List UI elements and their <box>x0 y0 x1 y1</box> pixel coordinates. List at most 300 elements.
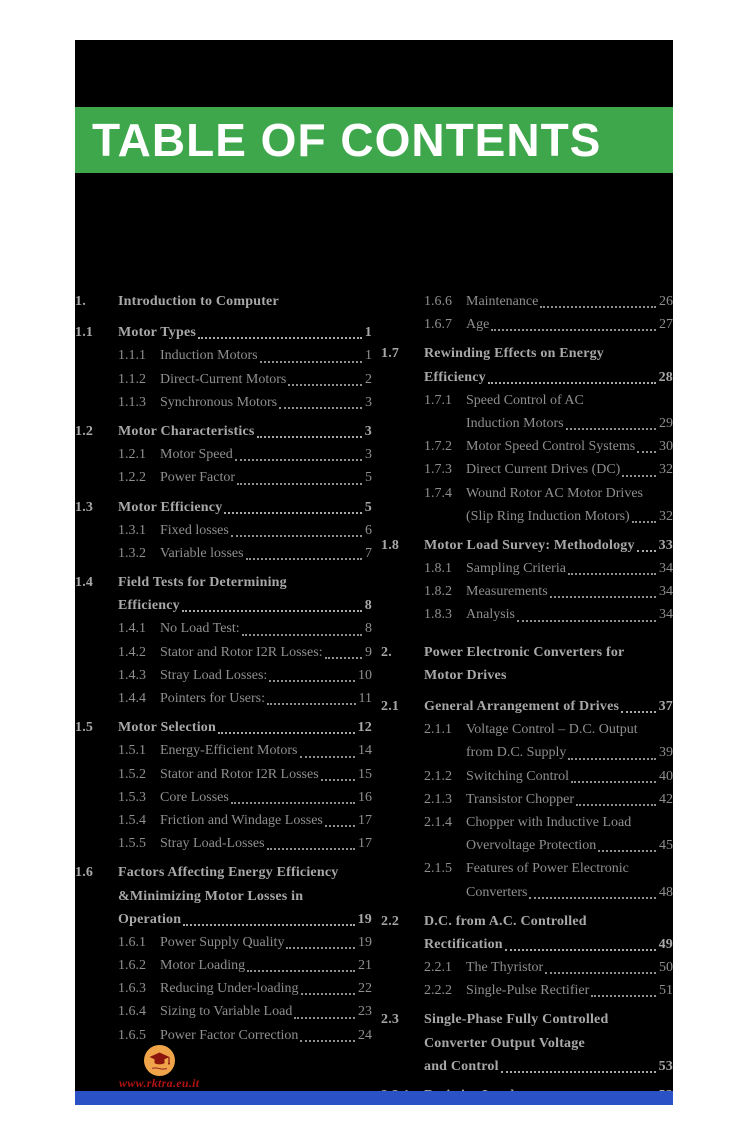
toc-entry-title[interactable]: Rewinding Effects on Energy <box>424 346 605 362</box>
toc-entry-line <box>75 739 372 762</box>
dot-leader <box>288 384 362 386</box>
toc-entry-line <box>75 687 372 710</box>
toc-page-number: 1 <box>364 325 372 341</box>
toc-page-number: 8 <box>365 621 372 637</box>
toc-entry <box>75 739 372 762</box>
toc-entry-title[interactable]: Speed Control of AC <box>466 392 584 408</box>
toc-entry <box>75 466 372 489</box>
toc-entry-number: 1.6.6 <box>424 294 452 309</box>
toc-entry-title[interactable]: Direct-Current Motors <box>160 371 287 387</box>
toc-entry-line <box>75 443 372 466</box>
toc-content <box>75 290 673 1107</box>
toc-entry-title[interactable]: Induction Motors <box>160 348 258 364</box>
toc-page-number: 48 <box>659 884 673 900</box>
toc-entry-line <box>381 695 673 718</box>
toc-entry <box>75 344 372 367</box>
toc-page-number: 40 <box>659 768 673 784</box>
toc-entry-line <box>381 641 673 664</box>
toc-entry-title[interactable]: Energy-Efficient Motors <box>160 743 298 759</box>
dot-leader <box>231 535 362 537</box>
toc-entry <box>381 788 673 811</box>
toc-page-number: 49 <box>658 936 673 952</box>
toc-entry-line <box>75 786 372 809</box>
toc-entry <box>381 290 673 313</box>
toc-page-number: 34 <box>659 584 673 600</box>
toc-entry-title[interactable]: Introduction to Computer <box>118 294 279 309</box>
dot-leader <box>632 521 656 523</box>
toc-page-number: 12 <box>357 720 372 736</box>
toc-entry-number: 1.7.4 <box>424 485 452 501</box>
toc-entry <box>381 313 673 336</box>
toc-entry-number: 1.2.1 <box>118 447 146 463</box>
toc-entry-line <box>75 571 372 594</box>
toc-page-number: 1 <box>365 348 372 364</box>
toc-column-right <box>381 290 673 1107</box>
toc-entry-number: 1.5.1 <box>118 743 146 759</box>
toc-entry-line <box>381 389 673 412</box>
toc-entry-line <box>381 979 673 1002</box>
toc-entry-number: 1.5 <box>75 720 94 736</box>
toc-entry-title[interactable]: Motor Speed <box>160 447 233 463</box>
toc-entry-line <box>381 765 673 788</box>
toc-entry-number: 1.3.2 <box>118 545 146 561</box>
toc-entry-number: 1.2 <box>75 423 94 439</box>
toc-entry-number: 1.4.4 <box>118 691 146 706</box>
toc-page-number: 23 <box>358 1004 372 1020</box>
dot-leader <box>568 758 656 760</box>
toc-page-number: 34 <box>659 561 673 577</box>
dot-leader <box>301 993 355 995</box>
toc-page-number: 2 <box>365 371 372 387</box>
dot-leader <box>218 732 355 734</box>
dot-leader <box>260 361 362 363</box>
toc-entry-number: 1.8.3 <box>424 607 452 623</box>
toc-entry-number: 1.5.5 <box>118 836 146 852</box>
toc-page-number: 33 <box>658 537 673 553</box>
toc-entry-line <box>75 466 372 489</box>
toc-entry <box>75 954 372 977</box>
website-link[interactable]: www.rktra.eu.it <box>119 1076 200 1090</box>
toc-entry-line <box>75 290 372 313</box>
toc-page-number: 14 <box>358 743 372 759</box>
toc-entry-line <box>75 321 372 344</box>
toc-entry-title[interactable]: Converters <box>466 884 528 900</box>
toc-entry-line <box>381 505 673 528</box>
toc-entry-number: 2.1 <box>381 699 400 714</box>
toc-entry-title[interactable]: Operation <box>118 911 182 927</box>
toc-entry-line <box>381 412 673 435</box>
toc-entry <box>381 534 673 557</box>
toc-entry-title[interactable]: &Minimizing Motor Losses in <box>118 888 304 904</box>
toc-entry-number: 1.6.1 <box>118 934 146 950</box>
toc-entry-line <box>381 603 673 626</box>
toc-entry <box>75 420 372 443</box>
toc-page-number: 42 <box>659 791 673 807</box>
toc-entry-title[interactable]: Rectification <box>424 936 503 952</box>
dot-leader <box>267 848 355 850</box>
toc-entry-title[interactable]: Single-Phase Fully Controlled <box>424 1012 609 1028</box>
dot-leader <box>491 329 656 331</box>
toc-entry-number: 2.1.5 <box>424 861 452 877</box>
toc-entry <box>75 977 372 1000</box>
toc-page-number: 50 <box>659 960 673 976</box>
toc-page-number: 19 <box>358 934 372 950</box>
toc-entry-title[interactable]: Motor Types <box>118 325 197 341</box>
dot-leader <box>224 512 361 514</box>
toc-entry-line <box>75 977 372 1000</box>
toc-entry-number: 2. <box>381 644 392 660</box>
toc-entry-title[interactable]: Core Losses <box>160 789 229 805</box>
dot-leader <box>621 711 655 713</box>
toc-entry-title[interactable]: Motor Loading <box>160 958 246 974</box>
toc-entry <box>381 765 673 788</box>
toc-page-number: 24 <box>358 1027 372 1043</box>
dot-leader <box>231 802 355 804</box>
toc-entry-number: 2.2.2 <box>424 983 452 999</box>
toc-entry-line <box>75 908 372 931</box>
toc-entry-number: 1.3 <box>75 499 94 515</box>
toc-entry-title[interactable]: Switching Control <box>466 768 570 784</box>
toc-entry-title[interactable]: Factors Affecting Energy Efficiency <box>118 865 339 881</box>
dot-leader <box>235 459 362 461</box>
toc-entry-title[interactable]: Stator and Rotor I2R Losses <box>160 766 319 782</box>
toc-page-number: 11 <box>358 691 372 706</box>
toc-entry <box>381 979 673 1002</box>
toc-entry-line <box>381 342 673 365</box>
toc-entry-line <box>75 641 372 664</box>
dot-leader <box>267 703 356 705</box>
toc-page-number: 32 <box>659 508 673 524</box>
toc-entry-title[interactable]: The Thyristor <box>466 960 544 976</box>
toc-entry-line <box>75 861 372 884</box>
toc-entry-number: 1.4 <box>75 575 94 591</box>
dot-leader <box>637 550 656 552</box>
toc-entry-number: 1.4.2 <box>118 644 146 660</box>
toc-entry-line <box>381 811 673 834</box>
toc-entry-line <box>381 557 673 580</box>
toc-entry-line <box>381 366 673 389</box>
toc-page-number: 30 <box>659 439 673 455</box>
toc-page-number: 7 <box>365 545 372 561</box>
toc-entry-title[interactable]: Friction and Windage Losses <box>160 812 323 828</box>
toc-entry-title[interactable]: and Control <box>424 1058 499 1074</box>
toc-entry-line <box>75 763 372 786</box>
toc-entry <box>75 542 372 565</box>
dot-leader <box>246 558 362 560</box>
toc-page-number: 10 <box>358 667 372 683</box>
toc-page-number: 26 <box>659 294 673 309</box>
toc-entry-title[interactable]: Motor Load Survey: Methodology <box>424 537 635 553</box>
toc-entry-number: 1.6.3 <box>118 981 146 997</box>
toc-column-left <box>75 290 372 1107</box>
toc-entry-line <box>75 1000 372 1023</box>
toc-entry-line <box>75 542 372 565</box>
toc-entry-title[interactable]: Sampling Criteria <box>466 561 566 577</box>
toc-entry <box>381 458 673 481</box>
toc-entry-line <box>381 788 673 811</box>
toc-entry-number: 1.2.2 <box>118 470 146 486</box>
toc-entry-line <box>75 594 372 617</box>
toc-entry <box>75 716 372 739</box>
toc-entry-title[interactable]: Variable losses <box>160 545 244 561</box>
toc-entry-title[interactable]: Pointers for Users: <box>160 691 265 706</box>
dot-leader <box>286 947 355 949</box>
toc-entry-line <box>381 718 673 741</box>
toc-entry-title[interactable]: Motor Drives <box>424 667 507 683</box>
dot-leader <box>568 573 656 575</box>
toc-entry-number: 2.2 <box>381 913 400 929</box>
toc-entry-title[interactable]: Reducing Under-loading <box>160 981 299 997</box>
toc-entry-title[interactable]: Motor Speed Control Systems <box>466 439 636 455</box>
toc-entry-line <box>381 933 673 956</box>
dot-leader <box>237 483 362 485</box>
toc-entry-line <box>75 420 372 443</box>
toc-entry-title[interactable]: Induction Motors <box>466 415 564 431</box>
dot-leader <box>529 897 656 899</box>
toc-entry-number: 1.3.1 <box>118 522 146 538</box>
toc-entry-title[interactable]: Motor Characteristics <box>118 423 255 439</box>
toc-entry-number: 1.6.7 <box>424 317 452 333</box>
toc-page-number: 5 <box>365 470 372 486</box>
toc-entry-number: 1.1.3 <box>118 394 146 410</box>
dot-leader <box>598 850 656 852</box>
toc-entry <box>381 557 673 580</box>
toc-entry <box>75 687 372 710</box>
toc-entry <box>75 368 372 391</box>
toc-entry <box>75 641 372 664</box>
toc-entry <box>381 435 673 458</box>
toc-entry-number: 1.7.3 <box>424 462 452 478</box>
toc-entry-title[interactable]: Single-Pulse Rectifier <box>466 983 590 999</box>
toc-page-number: 37 <box>658 699 673 714</box>
toc-entry-number: 1. <box>75 294 86 309</box>
dot-leader <box>300 756 355 758</box>
toc-entry-title[interactable]: Direct Current Drives (DC) <box>466 462 621 478</box>
toc-entry-title[interactable]: Efficiency <box>118 598 180 614</box>
toc-entry-line <box>381 458 673 481</box>
toc-entry-line <box>75 617 372 640</box>
toc-page-number: 3 <box>365 394 372 410</box>
toc-entry-line <box>75 664 372 687</box>
toc-entry-line <box>381 1055 673 1078</box>
toc-entry-number: 1.5.4 <box>118 812 146 828</box>
toc-entry <box>381 389 673 435</box>
toc-entry-title[interactable]: Measurements <box>466 584 548 600</box>
toc-page-number: 27 <box>659 317 673 333</box>
toc-entry-title[interactable]: Stray Load Losses: <box>160 667 268 683</box>
toc-entry-title[interactable]: No Load Test: <box>160 621 240 637</box>
toc-entry-number: 1.4.3 <box>118 667 146 683</box>
toc-page-number: 28 <box>658 369 673 385</box>
toc-entry-title[interactable]: Stray Load-Losses <box>160 836 265 852</box>
toc-entry-line <box>381 834 673 857</box>
page-title: TABLE OF CONTENTS <box>92 114 602 166</box>
toc-entry <box>75 786 372 809</box>
toc-entry-title[interactable]: Motor Selection <box>118 720 216 736</box>
toc-entry <box>75 763 372 786</box>
dot-leader <box>269 680 355 682</box>
toc-entry-title[interactable]: Stator and Rotor I2R Losses: <box>160 644 323 660</box>
toc-entry-number: 1.7.1 <box>424 392 452 408</box>
toc-page-number: 9 <box>365 644 372 660</box>
toc-entry-title[interactable]: Synchronous Motors <box>160 394 278 410</box>
toc-entry-number: 1.6 <box>75 865 94 881</box>
graduation-cap-icon <box>144 1045 175 1076</box>
toc-page-number: 8 <box>364 598 372 614</box>
toc-entry-title[interactable]: Overvoltage Protection <box>466 838 597 854</box>
publisher-logo <box>144 1045 175 1076</box>
toc-entry-line <box>75 954 372 977</box>
toc-entry-line <box>381 534 673 557</box>
toc-entry-line <box>75 885 372 908</box>
toc-page-number: 21 <box>358 958 372 974</box>
toc-entry-line <box>381 857 673 880</box>
toc-entry-number: 1.1 <box>75 325 94 341</box>
dot-leader <box>183 924 354 926</box>
dot-leader <box>566 428 656 430</box>
toc-entry-title[interactable]: Power Factor <box>160 470 236 486</box>
toc-page-number: 16 <box>358 789 372 805</box>
dot-leader <box>294 1017 355 1019</box>
toc-entry-line <box>381 1032 673 1055</box>
toc-entry-title[interactable]: Motor Efficiency <box>118 499 223 515</box>
toc-entry <box>381 482 673 528</box>
toc-page-number: 19 <box>357 911 372 927</box>
toc-entry-title[interactable]: Features of Power Electronic <box>466 861 629 877</box>
toc-entry-line <box>75 519 372 542</box>
toc-entry-line <box>75 716 372 739</box>
toc-entry-number: 1.8.2 <box>424 584 452 600</box>
toc-entry-line <box>381 482 673 505</box>
toc-entry-title[interactable]: Transistor Chopper <box>466 791 574 807</box>
toc-page-number: 39 <box>659 745 673 761</box>
toc-entry-title[interactable]: Age <box>466 317 490 333</box>
toc-entry-title[interactable]: Power Factor Correction <box>160 1027 299 1043</box>
toc-entry-title[interactable]: Wound Rotor AC Motor Drives <box>466 485 643 501</box>
toc-entry-title[interactable]: Efficiency <box>424 369 486 385</box>
toc-entry <box>75 290 372 313</box>
dot-leader <box>198 337 362 339</box>
toc-entry-line <box>381 881 673 904</box>
toc-entry-number: 1.5.2 <box>118 766 146 782</box>
dot-leader <box>591 995 656 997</box>
toc-entry <box>75 1024 372 1047</box>
toc-entry-line <box>381 313 673 336</box>
toc-entry-title[interactable]: Chopper with Inductive Load <box>466 814 632 830</box>
toc-page-number: 5 <box>364 499 372 515</box>
toc-entry-title[interactable]: Maintenance <box>466 294 539 309</box>
toc-entry-line <box>381 580 673 603</box>
toc-page-number: 29 <box>659 415 673 431</box>
toc-entry-number: 1.6.5 <box>118 1027 146 1043</box>
toc-entry <box>75 617 372 640</box>
toc-entry-title[interactable]: General Arrangement of Drives <box>424 699 620 714</box>
toc-entry <box>381 910 673 956</box>
toc-page-number: 32 <box>659 462 673 478</box>
toc-entry-number: 1.7.2 <box>424 439 452 455</box>
toc-entry-title[interactable]: Power Electronic Converters for <box>424 644 625 660</box>
toc-page-number: 22 <box>358 981 372 997</box>
toc-page-number: 3 <box>364 423 372 439</box>
toc-entry <box>75 861 372 931</box>
dot-leader <box>576 804 656 806</box>
toc-entry-line <box>381 910 673 933</box>
dot-leader <box>279 407 362 409</box>
toc-entry-title[interactable]: Analysis <box>466 607 515 623</box>
dot-leader <box>545 972 656 974</box>
dot-leader <box>571 781 656 783</box>
toc-entry-line <box>75 809 372 832</box>
toc-entry <box>381 695 673 718</box>
toc-page-number: 17 <box>358 812 372 828</box>
dot-leader <box>257 436 362 438</box>
toc-entry <box>75 1000 372 1023</box>
toc-entry-number: 1.4.1 <box>118 621 146 637</box>
toc-entry <box>381 1008 673 1078</box>
toc-entry-title[interactable]: Power Supply Quality <box>160 934 285 950</box>
toc-entry-title[interactable]: D.C. from A.C. Controlled <box>424 913 587 929</box>
toc-entry <box>75 809 372 832</box>
toc-entry-line <box>75 496 372 519</box>
toc-entry-number: 2.1.3 <box>424 791 452 807</box>
toc-entry <box>75 571 372 617</box>
dot-leader <box>325 825 355 827</box>
toc-page-number: 3 <box>365 447 372 463</box>
toc-page-number: 53 <box>658 1058 673 1074</box>
dot-leader <box>550 596 656 598</box>
toc-entry-line <box>381 741 673 764</box>
toc-entry-title[interactable]: Sizing to Variable Load <box>160 1004 293 1020</box>
toc-entry-title[interactable]: Converter Output Voltage <box>424 1035 585 1051</box>
toc-entry-line <box>381 664 673 687</box>
toc-entry <box>381 857 673 903</box>
toc-entry-number: 1.1.1 <box>118 348 146 364</box>
dot-leader <box>247 970 355 972</box>
toc-entry-number: 2.1.2 <box>424 768 452 784</box>
toc-page-number: 15 <box>358 766 372 782</box>
toc-entry-title[interactable]: from D.C. Supply <box>466 745 567 761</box>
toc-entry-number: 2.3 <box>381 1012 400 1028</box>
toc-entry-title[interactable]: Fixed losses <box>160 522 229 538</box>
toc-entry-title[interactable]: Field Tests for Determining <box>118 575 287 591</box>
toc-entry-title[interactable]: (Slip Ring Induction Motors) <box>466 508 630 524</box>
toc-entry-title[interactable]: Voltage Control – D.C. Output <box>466 722 638 738</box>
toc-page-number: 34 <box>659 607 673 623</box>
toc-entry-number: 1.1.2 <box>118 371 146 387</box>
toc-entry <box>75 832 372 855</box>
toc-entry-line <box>75 368 372 391</box>
toc-entry-number: 2.1.1 <box>424 722 452 738</box>
footer-accent-bar <box>75 1091 673 1105</box>
toc-entry <box>381 956 673 979</box>
toc-entry <box>75 519 372 542</box>
toc-entry <box>75 321 372 344</box>
dot-leader <box>321 779 355 781</box>
title-banner <box>75 107 673 173</box>
toc-entry <box>75 443 372 466</box>
dot-leader <box>501 1071 656 1073</box>
toc-entry-number: 1.8.1 <box>424 561 452 577</box>
toc-entry-number: 1.6.4 <box>118 1004 146 1020</box>
toc-entry <box>381 811 673 857</box>
toc-entry-number: 2.2.1 <box>424 960 452 976</box>
dot-leader <box>488 382 656 384</box>
toc-page-number: 17 <box>358 836 372 852</box>
toc-entry-number: 1.5.3 <box>118 789 146 805</box>
toc-page-number: 6 <box>365 522 372 538</box>
toc-entry-line <box>75 391 372 414</box>
toc-entry-line <box>75 931 372 954</box>
